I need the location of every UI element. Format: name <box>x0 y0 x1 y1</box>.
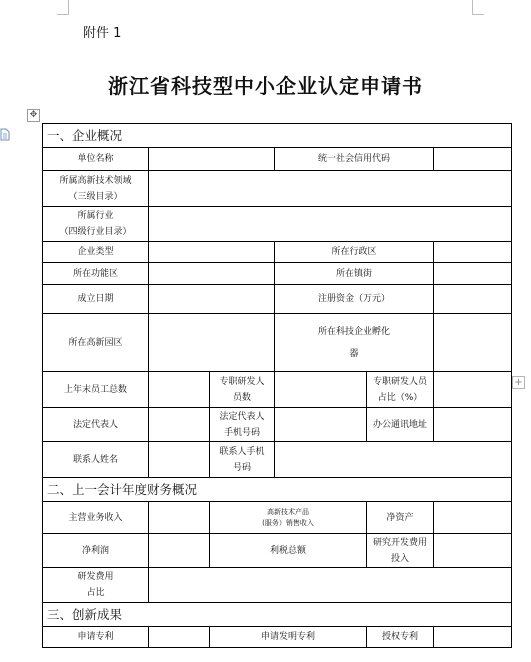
table-row <box>43 242 512 263</box>
value-cell[interactable] <box>434 534 512 568</box>
table-row <box>43 534 512 568</box>
value-cell[interactable] <box>434 627 512 648</box>
value-cell[interactable] <box>275 408 367 442</box>
label-line: 员数 <box>232 392 251 403</box>
value-cell[interactable] <box>434 372 512 408</box>
table-row <box>43 263 512 285</box>
move-handle-icon[interactable]: ✥ <box>27 109 40 122</box>
label-cell: 所在镇街 <box>275 263 434 285</box>
label-line: 研究开发费用 <box>372 537 427 548</box>
label-cell: 办公通讯地址 <box>367 408 434 442</box>
section-title: 三、创新成果 <box>43 603 512 627</box>
value-cell[interactable] <box>149 408 210 442</box>
label-cell: 净资产 <box>367 502 434 534</box>
label-cell: 授权专利 <box>367 627 434 648</box>
label-line: 专职研发人员 <box>372 376 427 387</box>
value-cell[interactable] <box>149 285 275 314</box>
value-cell[interactable] <box>434 263 512 285</box>
label-line: 投入 <box>390 553 409 564</box>
value-cell[interactable] <box>149 534 210 568</box>
value-cell[interactable] <box>149 314 275 372</box>
section-title: 二、上一会计年度财务概况 <box>43 478 512 502</box>
label-line: 研发费用 <box>77 572 114 582</box>
value-cell[interactable] <box>149 242 275 263</box>
value-cell[interactable] <box>434 148 512 171</box>
table-row <box>43 314 512 372</box>
label-line: （三级目录） <box>68 191 123 202</box>
label-cell: 注册资金（万元） <box>275 285 434 314</box>
table-row <box>43 207 512 242</box>
label-line: 所属行业 <box>77 211 114 221</box>
label-cell <box>43 207 149 242</box>
label-cell: 企业类型 <box>43 242 149 263</box>
label-cell <box>210 502 367 534</box>
table-row <box>43 372 512 408</box>
label-cell: 申请专利 <box>43 627 149 648</box>
value-cell[interactable] <box>149 627 210 648</box>
table-row <box>43 408 512 442</box>
label-line: 器 <box>349 348 359 359</box>
value-cell[interactable] <box>434 314 512 372</box>
value-cell[interactable] <box>149 171 512 207</box>
label-line: 占比（%） <box>377 392 423 403</box>
label-cell: 利税总额 <box>210 534 367 568</box>
label-line: (服务）销售收入 <box>262 518 314 527</box>
label-cell: 所在高新园区 <box>43 314 149 372</box>
value-cell[interactable] <box>275 442 512 478</box>
label-line: （四级行业目录） <box>59 227 132 237</box>
label-cell <box>367 534 434 568</box>
label-cell <box>367 372 434 408</box>
label-cell: 所在行政区 <box>275 242 434 263</box>
table-row <box>43 627 512 648</box>
value-cell[interactable] <box>149 502 210 534</box>
label-cell: 净利润 <box>43 534 149 568</box>
section-row <box>43 603 512 627</box>
label-line: 专职研发人 <box>219 376 265 387</box>
section-row <box>43 124 512 148</box>
label-cell <box>43 171 149 207</box>
label-cell <box>210 442 275 478</box>
table-row <box>43 171 512 207</box>
label-cell <box>210 408 275 442</box>
section-row <box>43 478 512 502</box>
table-row <box>43 442 512 478</box>
label-line: 所在科技企业孵化 <box>317 326 390 337</box>
value-cell[interactable] <box>149 148 275 171</box>
application-form-table <box>42 123 512 648</box>
label-line: 高新技术产品 <box>267 507 309 516</box>
label-cell <box>210 372 275 408</box>
label-cell: 联系人姓名 <box>43 442 149 478</box>
table-row <box>43 502 512 534</box>
label-line: 手机号码 <box>223 427 260 438</box>
table-row <box>43 285 512 314</box>
label-line: 联系人手机 <box>219 446 265 457</box>
page-icon <box>0 128 12 142</box>
label-cell: 成立日期 <box>43 285 149 314</box>
label-cell: 所在功能区 <box>43 263 149 285</box>
label-cell: 法定代表人 <box>43 408 149 442</box>
value-cell[interactable] <box>149 263 275 285</box>
label-line: 法定代表人 <box>219 411 265 422</box>
value-cell[interactable] <box>149 568 512 603</box>
add-row-icon[interactable]: + <box>512 376 525 389</box>
section-title: 一、企业概况 <box>43 124 512 148</box>
label-line: 占比 <box>86 588 105 598</box>
value-cell[interactable] <box>434 408 512 442</box>
value-cell[interactable] <box>149 442 210 478</box>
value-cell[interactable] <box>434 502 512 534</box>
label-cell: 申请发明专利 <box>210 627 367 648</box>
value-cell[interactable] <box>434 285 512 314</box>
crop-mark-left-h <box>57 14 69 15</box>
crop-mark-left-v <box>68 0 69 15</box>
table-row <box>43 148 512 171</box>
value-cell[interactable] <box>149 372 210 408</box>
crop-mark-right-v <box>472 0 473 15</box>
label-line: 号码 <box>232 462 251 473</box>
value-cell[interactable] <box>275 372 367 408</box>
document-title: 浙江省科技型中小企业认定申请书 <box>108 74 423 98</box>
label-cell <box>43 568 149 603</box>
attachment-label: 附件 1 <box>83 26 122 41</box>
label-line: 所属高新技术领域 <box>59 175 132 186</box>
value-cell[interactable] <box>434 242 512 263</box>
label-cell: 上年末员工总数 <box>43 372 149 408</box>
value-cell[interactable] <box>149 207 512 242</box>
label-cell: 主营业务收入 <box>43 502 149 534</box>
label-cell <box>275 314 434 372</box>
table-row <box>43 568 512 603</box>
label-cell: 单位名称 <box>43 148 149 171</box>
label-cell: 统一社会信用代码 <box>275 148 434 171</box>
crop-mark-right-h <box>472 14 484 15</box>
